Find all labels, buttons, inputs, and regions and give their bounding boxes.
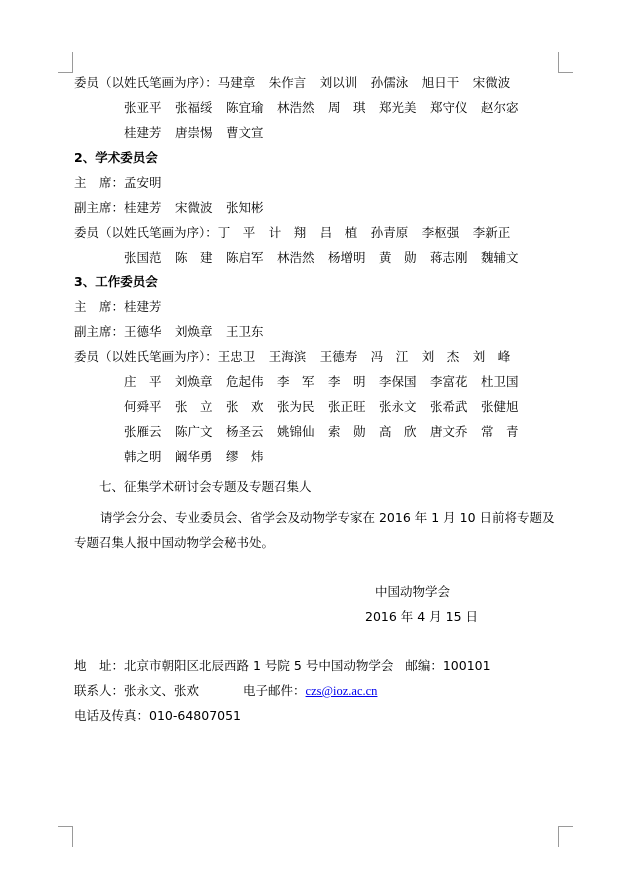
person-name: 刘焕章 xyxy=(175,324,213,339)
sec3-members-line-5 xyxy=(124,448,277,466)
person-name: 丁 平 xyxy=(217,225,256,240)
signature-org: 中国动物学会 xyxy=(375,584,451,599)
person-name: 张 立 xyxy=(175,399,213,414)
person-name: 孙儒泳 xyxy=(370,75,409,90)
person-name: 周 琪 xyxy=(328,100,366,115)
person-name: 王德寿 xyxy=(319,349,358,364)
person-name: 冯 江 xyxy=(370,349,409,364)
section-heading: 3、工作委员会 xyxy=(74,274,158,289)
person-name: 阚华勇 xyxy=(175,449,213,464)
person-name: 孙青原 xyxy=(370,225,409,240)
contact-line xyxy=(74,682,377,700)
person-name: 陈启军 xyxy=(226,250,264,265)
sec1-members-line-3 xyxy=(124,124,277,142)
person-name: 索 勋 xyxy=(328,424,366,439)
vice-chair-names xyxy=(124,199,277,217)
page-corner-mark-top-left xyxy=(58,52,73,73)
person-name: 陈 建 xyxy=(175,250,213,265)
person-name: 王卫东 xyxy=(226,324,264,339)
vice-chair-label: 副主席： xyxy=(74,200,125,215)
person-name: 高 欣 xyxy=(379,424,417,439)
person-name: 张健旭 xyxy=(481,399,519,414)
person-name: 张 欢 xyxy=(226,399,264,414)
person-name: 林浩然 xyxy=(277,250,315,265)
person-name: 张希武 xyxy=(430,399,468,414)
chair-line xyxy=(74,298,162,316)
person-name: 李枢强 xyxy=(421,225,460,240)
address-value: 北京市朝阳区北辰西路 1 号院 5 号中国动物学会 xyxy=(124,658,394,673)
chair-label: 主 席： xyxy=(74,299,125,314)
section-heading: 七、征集学术研讨会专题及专题召集人 xyxy=(99,479,312,494)
phone-line xyxy=(74,707,241,725)
person-name: 朱作言 xyxy=(268,75,307,90)
members-label: 委员（以姓氏笔画为序）： xyxy=(74,225,218,240)
person-name: 蒋志刚 xyxy=(430,250,468,265)
postcode-label: 邮编： xyxy=(405,658,443,673)
vice-chair-line xyxy=(74,323,277,341)
person-name: 刘焕章 xyxy=(175,374,213,389)
person-name: 刘 杰 xyxy=(421,349,460,364)
members-row xyxy=(218,224,524,242)
person-name: 吕 植 xyxy=(319,225,358,240)
person-name: 危起伟 xyxy=(226,374,264,389)
sec3-members-line-1 xyxy=(74,348,524,366)
members-row xyxy=(218,348,524,366)
person-name: 黄 勋 xyxy=(379,250,417,265)
person-name: 李富花 xyxy=(430,374,468,389)
sec2-members-line-2 xyxy=(124,249,532,267)
vice-chair-line xyxy=(74,199,277,217)
phone-value: 010-64807051 xyxy=(149,708,242,723)
person-name: 林浩然 xyxy=(277,100,315,115)
person-name: 李 明 xyxy=(328,374,366,389)
person-name: 桂建芳 xyxy=(124,200,162,215)
address-label: 地 址： xyxy=(74,658,125,673)
person-name: 张知彬 xyxy=(226,200,264,215)
chair-label: 主 席： xyxy=(74,175,125,190)
members-label: 委员（以姓氏笔画为序）： xyxy=(74,349,218,364)
person-name: 张永文 xyxy=(379,399,417,414)
person-name: 王海滨 xyxy=(268,349,307,364)
person-name: 庄 平 xyxy=(124,374,162,389)
person-name: 赵尔宓 xyxy=(481,100,519,115)
person-name: 计 翔 xyxy=(268,225,307,240)
person-name: 陈广文 xyxy=(175,424,213,439)
person-name: 杨增明 xyxy=(328,250,366,265)
contact-person-value: 张永文、张欢 xyxy=(124,683,200,698)
person-name: 王忠卫 xyxy=(217,349,256,364)
person-name: 韩之明 xyxy=(124,449,162,464)
person-name: 张正旺 xyxy=(328,399,366,414)
person-name: 李 军 xyxy=(277,374,315,389)
address-line xyxy=(74,657,491,675)
person-name: 郑守仪 xyxy=(430,100,468,115)
email-label: 电子邮件： xyxy=(243,683,306,698)
person-name: 宋微波 xyxy=(472,75,511,90)
person-name: 何舜平 xyxy=(124,399,162,414)
members-row xyxy=(124,398,532,416)
person-name: 魏辅文 xyxy=(481,250,519,265)
signature-date: 2016 年 4 月 15 日 xyxy=(365,609,479,624)
members-row xyxy=(124,249,532,267)
person-name: 曹文宣 xyxy=(226,125,264,140)
chair-name: 桂建芳 xyxy=(124,299,162,314)
person-name: 唐崇惕 xyxy=(175,125,213,140)
sec3-members-line-4 xyxy=(124,423,532,441)
members-row xyxy=(218,74,524,92)
person-name: 李新正 xyxy=(472,225,511,240)
sec3-members-line-3 xyxy=(124,398,532,416)
body-paragraph: 请学会分会、专业委员会、省学会及动物学专家在 2016 年 1 月 10 日前将专题及专题召集人报中国动物学会秘书处。 xyxy=(74,510,555,550)
person-name: 王德华 xyxy=(124,324,162,339)
person-name: 旭日干 xyxy=(421,75,460,90)
section-heading: 2、学术委员会 xyxy=(74,150,158,165)
person-name: 缪 炜 xyxy=(226,449,264,464)
vice-chair-names xyxy=(124,323,277,341)
person-name: 杜卫国 xyxy=(481,374,519,389)
person-name: 杨圣云 xyxy=(226,424,264,439)
person-name: 张雁云 xyxy=(124,424,162,439)
members-row xyxy=(124,448,277,466)
person-name: 张福绥 xyxy=(175,100,213,115)
person-name: 马建章 xyxy=(217,75,256,90)
members-label: 委员（以姓氏笔画为序）： xyxy=(74,75,218,90)
person-name: 桂建芳 xyxy=(124,125,162,140)
email-link[interactable]: czs@ioz.ac.cn xyxy=(305,684,378,698)
sec1-members-line-2 xyxy=(124,99,532,117)
members-row xyxy=(124,99,532,117)
members-row xyxy=(124,373,532,391)
person-name: 张国范 xyxy=(124,250,162,265)
person-name: 唐文乔 xyxy=(430,424,468,439)
sec2-members-line-1 xyxy=(74,224,524,242)
person-name: 张亚平 xyxy=(124,100,162,115)
page-corner-mark-top-right xyxy=(558,52,573,73)
chair-line xyxy=(74,174,162,192)
person-name: 李保国 xyxy=(379,374,417,389)
members-row xyxy=(124,124,277,142)
page-corner-mark-bottom-left xyxy=(58,826,73,847)
person-name: 张为民 xyxy=(277,399,315,414)
members-row xyxy=(124,423,532,441)
person-name: 刘 峰 xyxy=(472,349,511,364)
person-name: 姚锦仙 xyxy=(277,424,315,439)
contact-person-label: 联系人： xyxy=(74,683,125,698)
person-name: 郑光美 xyxy=(379,100,417,115)
person-name: 刘以训 xyxy=(319,75,358,90)
phone-label: 电话及传真： xyxy=(74,708,150,723)
postcode-value: 100101 xyxy=(442,658,491,673)
person-name: 常 青 xyxy=(481,424,519,439)
person-name: 宋微波 xyxy=(175,200,213,215)
sec1-members-line-1 xyxy=(74,74,524,92)
chair-name: 孟安明 xyxy=(124,175,162,190)
sec3-members-line-2 xyxy=(124,373,532,391)
page-corner-mark-bottom-right xyxy=(558,826,573,847)
vice-chair-label: 副主席： xyxy=(74,324,125,339)
person-name: 陈宜瑜 xyxy=(226,100,264,115)
